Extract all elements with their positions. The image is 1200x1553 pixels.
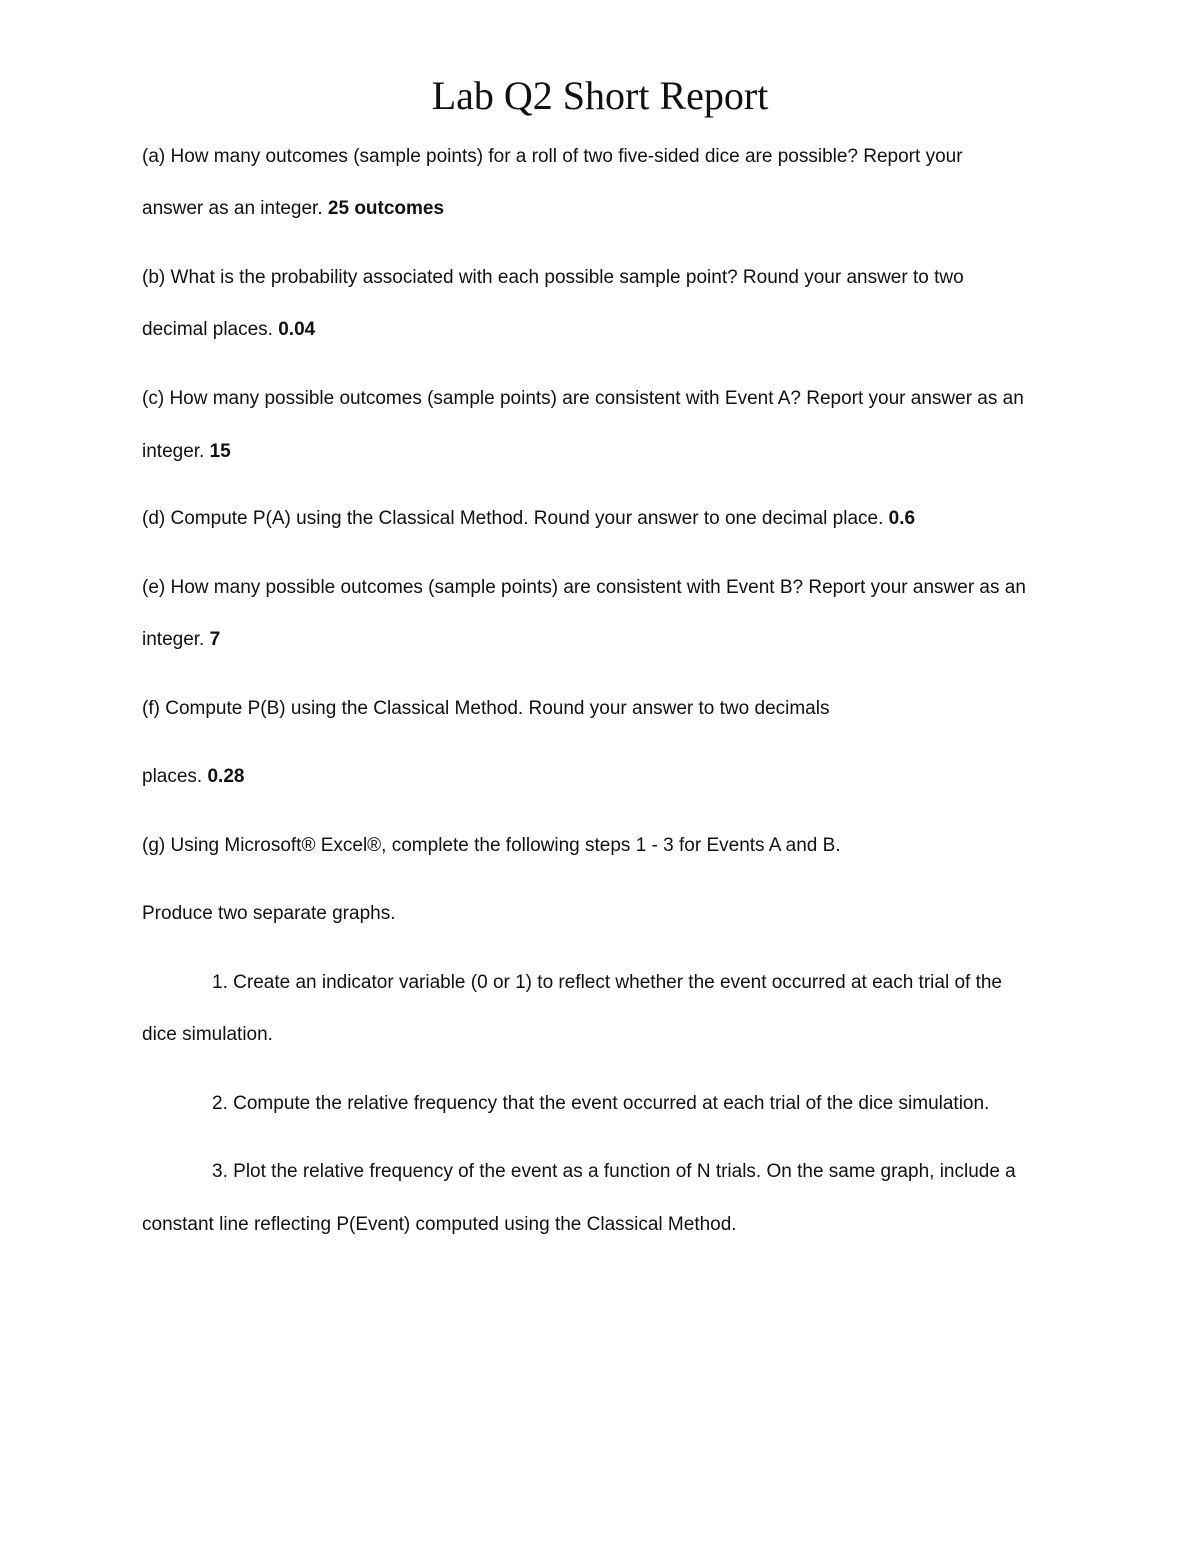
produce-graphs-text: Produce two separate graphs. [142, 903, 396, 924]
step-3-line1 [212, 1160, 1016, 1184]
question-e-line2 [142, 628, 220, 652]
step-2-number: 2. [212, 1093, 228, 1114]
question-e-answer: 7 [209, 629, 221, 650]
question-d-label: (d) [142, 508, 166, 529]
question-g-text: Using Microsoft® Excel®, complete the following steps 1 - 3 for Events A and B. [170, 835, 841, 856]
question-c-answer: 15 [209, 441, 231, 462]
step-3-number: 3. [212, 1161, 228, 1182]
step-3-line2: constant line reflecting P(Event) computed using the Classical Method. [142, 1214, 737, 1235]
question-e-line1 [142, 576, 1026, 600]
question-d-text: Compute P(A) using the Classical Method. Round your answer to one decimal place. [170, 508, 884, 529]
question-e-text-cont: integer. [142, 629, 205, 650]
question-d-answer: 0.6 [888, 508, 916, 529]
question-g-label: (g) [142, 835, 166, 856]
question-c-text: How many possible outcomes (sample points) are consistent with Event A? Report your answer as an [169, 388, 1024, 409]
question-b-text: What is the probability associated with each possible sample point? Round your answer to two [170, 267, 964, 288]
step-1-number: 1. [212, 972, 228, 993]
question-c-line1 [142, 387, 1024, 411]
question-f-text: Compute P(B) using the Classical Method. Round your answer to two decimals [165, 698, 830, 719]
question-b-line1 [142, 266, 964, 290]
question-b-line2 [142, 318, 315, 342]
question-a-answer: 25 outcomes [327, 198, 445, 219]
question-e-text: How many possible outcomes (sample points) are consistent with Event B? Report your answer as an [170, 577, 1026, 598]
question-f-text-cont: places. [142, 766, 203, 787]
question-b-label: (b) [142, 267, 166, 288]
question-f-answer: 0.28 [207, 766, 245, 787]
question-b-answer: 0.04 [278, 319, 316, 340]
question-g-line1 [142, 834, 841, 858]
question-c-text-cont: integer. [142, 441, 205, 462]
question-f-line1 [142, 697, 829, 721]
question-f-line2 [142, 765, 244, 789]
question-d-line1 [142, 507, 915, 531]
question-a-line1 [142, 145, 963, 169]
question-c-label: (c) [142, 388, 165, 409]
step-2-text: Compute the relative frequency that the event occurred at each trial of the dice simulation. [233, 1093, 990, 1114]
question-a-text: How many outcomes (sample points) for a roll of two five-sided dice are possible? Report your [170, 146, 963, 167]
question-a-label: (a) [142, 146, 166, 167]
step-1-line2: dice simulation. [142, 1024, 273, 1045]
step-3-text: Plot the relative frequency of the event as a function of N trials. On the same graph, include a [233, 1161, 1016, 1182]
question-b-text-cont: decimal places. [142, 319, 273, 340]
step-1-line1 [212, 971, 1002, 995]
step-2-line1 [212, 1092, 989, 1116]
step-1-text: Create an indicator variable (0 or 1) to reflect whether the event occurred at each trial of the [233, 972, 1002, 993]
page-title: Lab Q2 Short Report [431, 73, 769, 118]
question-a-text-cont: answer as an integer. [142, 198, 323, 219]
question-a-line2 [142, 197, 444, 221]
question-c-line2 [142, 440, 231, 464]
question-e-label: (e) [142, 577, 166, 598]
question-f-label: (f) [142, 698, 160, 719]
